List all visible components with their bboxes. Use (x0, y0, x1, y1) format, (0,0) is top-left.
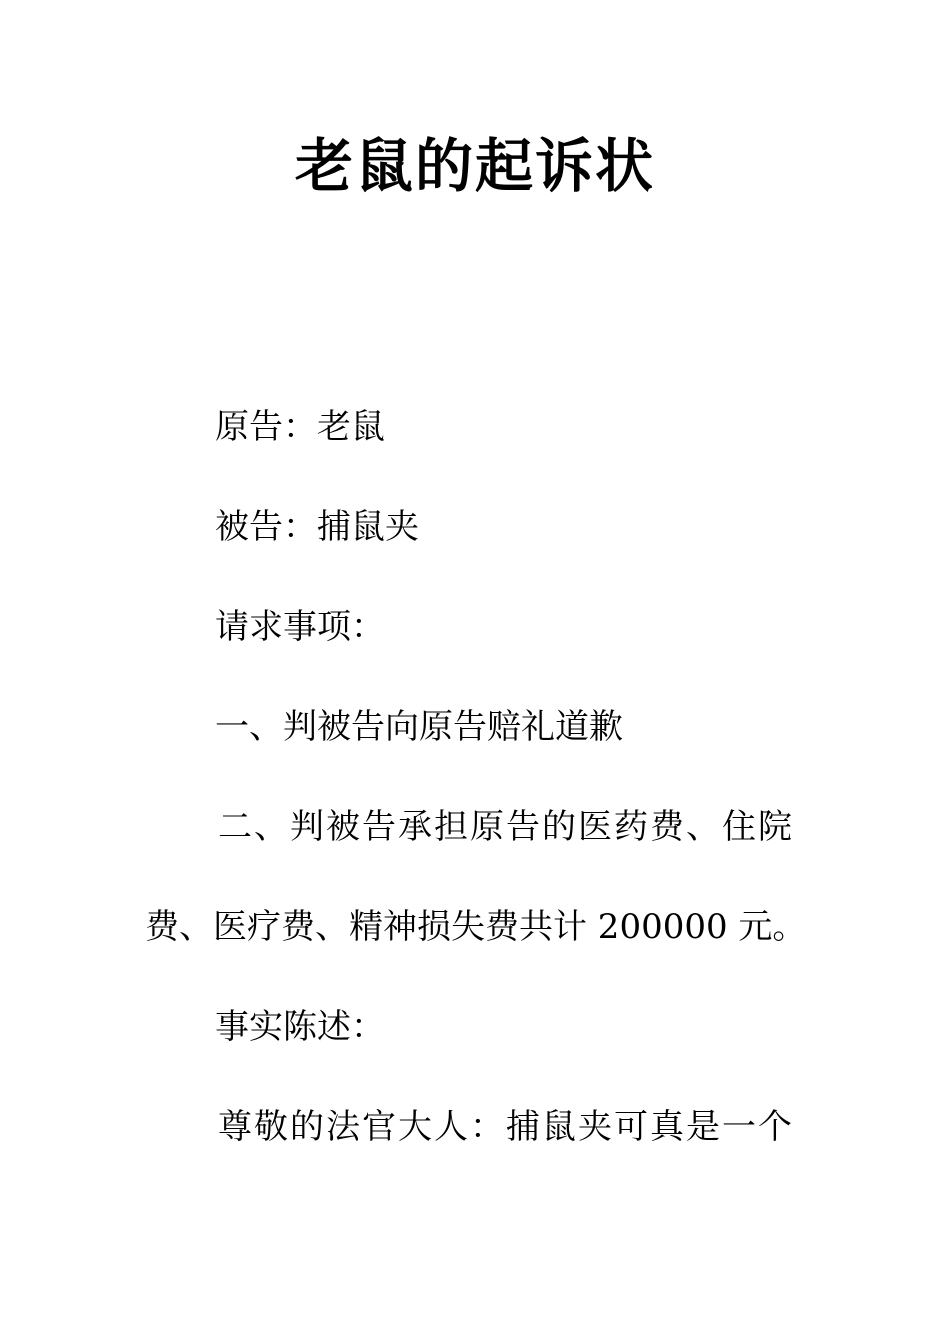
defendant-line: 被告：捕鼠夹 (215, 507, 419, 547)
facts-heading: 事实陈述： (215, 1007, 385, 1047)
claim-two-line-1: 二、判被告承担原告的医药费、住院 (218, 807, 794, 847)
facts-paragraph: 尊敬的法官大人：捕鼠夹可真是一个 (218, 1107, 794, 1147)
claims-heading: 请求事项： (215, 607, 385, 647)
plaintiff-line: 原告：老鼠 (215, 407, 385, 447)
document-title: 老鼠的起诉状 (294, 132, 655, 200)
claim-one: 一、判被告向原告赔礼道歉 (215, 707, 623, 747)
claim-two-line-2: 费、医疗费、精神损失费共计 200000 元。 (145, 907, 807, 947)
